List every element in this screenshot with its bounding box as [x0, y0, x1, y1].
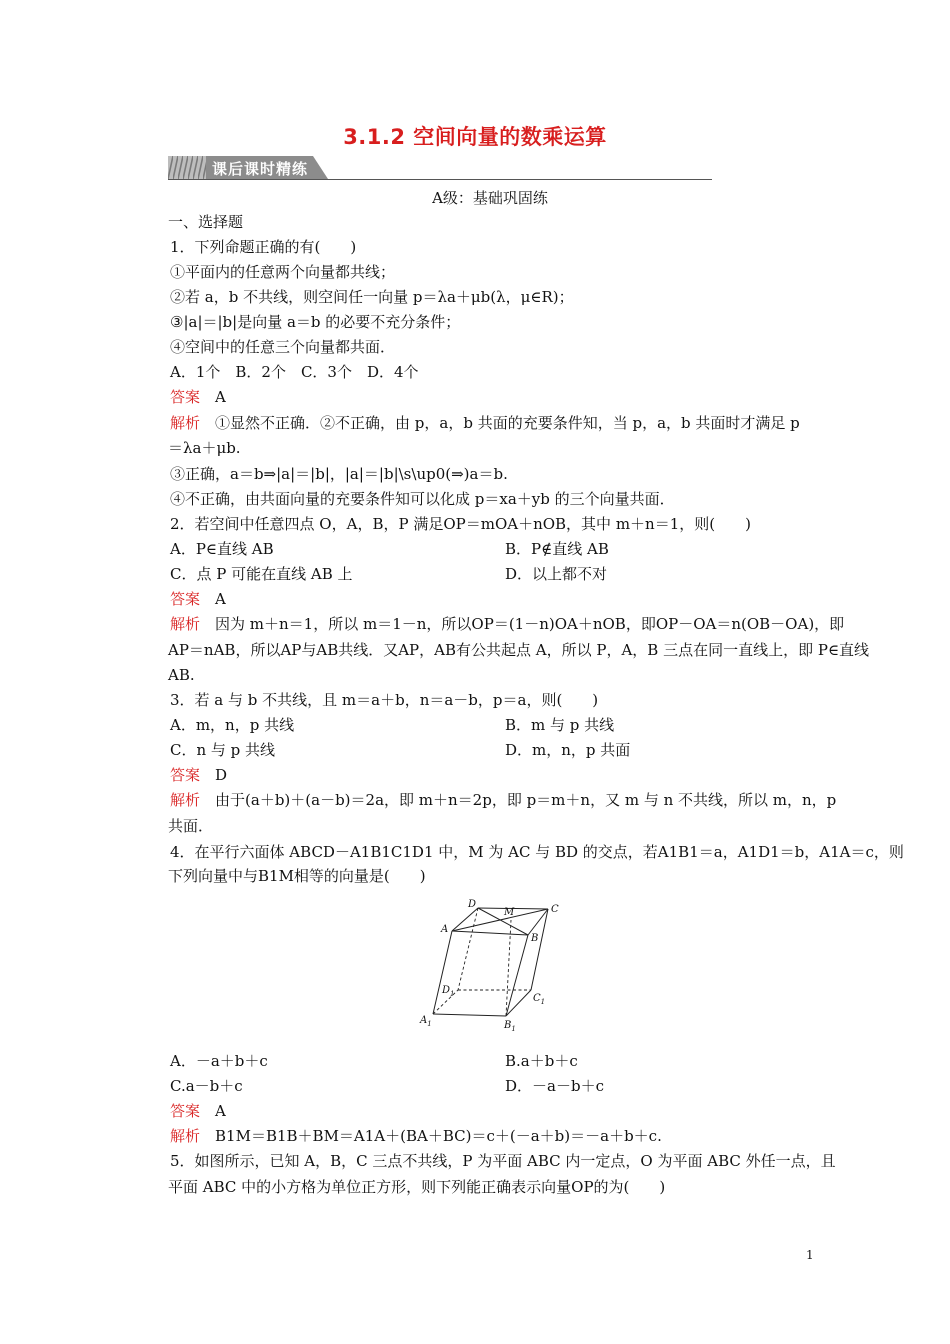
label-m: M: [504, 907, 515, 918]
q4-stem-1: 4．在平行六面体 ABCD－A1B1C1D1 中，M 为 AC 与 BD 的交点，若A1B1＝a，A1D1＝b，A1A＝c，则: [170, 843, 904, 861]
q1-analysis-4: ④不正确，由共面向量的充要条件知可以化成 p＝xa＋yb 的三个向量共面．: [170, 490, 675, 508]
q3-option-b: B．m 与 p 共线: [505, 716, 615, 734]
section-heading: 一、选择题: [168, 213, 244, 231]
q1-statement-4: ④空间中的任意三个向量都共面．: [170, 338, 396, 356]
q2-stem: 2．若空间中任意四点 O，A，B，P 满足OP＝mOA＋nOB，其中 m＋n＝1，则( ): [170, 515, 751, 533]
q2-option-b: B．P∉直线 AB: [505, 540, 609, 558]
q2-analysis-row: [170, 614, 844, 634]
q5-stem-2: 平面 ABC 中的小方格为单位正方形，则下列能正确表示向量OP的为( ): [168, 1178, 666, 1196]
q1-stem: 1．下列命题正确的有( ): [170, 238, 357, 256]
q1-answer: A: [215, 388, 226, 406]
q1-analysis-row: [170, 413, 800, 433]
q2-analysis-3: AB.: [168, 666, 195, 684]
q2-answer: A: [215, 590, 226, 608]
q1-options: A．1个 B．2个 C．3个 D．4个: [170, 363, 419, 381]
analysis-label: 解析: [170, 615, 201, 633]
q2-analysis-2: AP＝nAB，所以AP与AB共线．又AP，AB有公共起点 A，所以 P，A，B 三点在同一直线上，即 P∈直线: [168, 641, 870, 659]
answer-label: 答案: [170, 590, 201, 608]
answer-label: 答案: [170, 388, 201, 406]
q1-statement-1: ①平面内的任意两个向量都共线；: [170, 263, 396, 281]
q1-statement-3: ③|a|＝|b|是向量 a＝b 的必要不充分条件；: [170, 313, 461, 331]
answer-label: 答案: [170, 1102, 201, 1120]
q1-analysis-1: ①显然不正确．②不正确，由 p，a，b 共面的充要条件知，当 p，a，b 共面时才满足 p: [215, 414, 800, 432]
q2-answer-row: [170, 589, 226, 609]
q3-answer: D: [215, 766, 228, 784]
page-title: 3.1.2 空间向量的数乘运算: [343, 125, 607, 149]
q2-option-d: D．以上都不对: [505, 565, 608, 583]
level-heading: A级：基础巩固练: [432, 189, 548, 207]
parallelepiped-figure: [418, 897, 568, 1035]
label-d: D: [468, 899, 477, 910]
q3-analysis-row: [170, 790, 836, 810]
q1-analysis-2: ＝λa＋μb.: [168, 439, 241, 457]
analysis-label: 解析: [170, 414, 201, 432]
q4-stem-2: 下列向量中与B1M相等的向量是( ): [168, 867, 426, 885]
label-c: C: [551, 904, 559, 915]
q2-analysis-1: 因为 m＋n＝1，所以 m＝1－n，所以OP＝(1－n)OA＋nOB，即OP－OA＝n(OB－OA)，即: [215, 615, 845, 633]
answer-label: 答案: [170, 766, 201, 784]
q4-option-c: C.a－b＋c: [170, 1077, 243, 1095]
q4-option-b: B.a＋b＋c: [505, 1052, 578, 1070]
q3-analysis-2: 共面．: [168, 817, 214, 835]
banner-rule: [168, 179, 712, 180]
q4-answer-row: [170, 1101, 226, 1121]
parallelepiped-diagram: [418, 897, 568, 1035]
label-b1: $B_1$: [504, 1020, 516, 1033]
q4-option-a: A．－a＋b＋c: [170, 1052, 268, 1070]
q3-analysis-1: 由于(a＋b)＋(a－b)＝2a，即 m＋n＝2p，即 p＝m＋n，又 m 与 n 不共线，所以 m，n，p: [215, 791, 837, 809]
label-d1: $D_1$: [442, 985, 455, 998]
label-b: B: [531, 933, 539, 944]
section-banner: [168, 156, 712, 180]
q1-statement-2: ②若 a，b 不共线，则空间任一向量 p＝λa＋μb(λ，μ∈R)；: [170, 288, 574, 306]
label-a1: $A_1$: [420, 1015, 432, 1028]
label-a: A: [441, 924, 449, 935]
q3-option-d: D．m，n，p 共面: [505, 741, 631, 759]
q2-option-a: A．P∈直线 AB: [170, 540, 274, 558]
page-number: 1: [806, 1248, 814, 1262]
q4-answer: A: [215, 1102, 226, 1120]
label-c1: $C_1$: [533, 993, 546, 1006]
q5-stem-1: 5．如图所示，已知 A，B，C 三点不共线，P 为平面 ABC 内一定点，O 为平面 ABC 外任一点，且: [170, 1152, 836, 1170]
banner-tab: [168, 156, 328, 179]
q4-option-d: D．－a－b＋c: [505, 1077, 604, 1095]
analysis-label: 解析: [170, 1127, 201, 1145]
q3-answer-row: [170, 765, 227, 785]
analysis-label: 解析: [170, 791, 201, 809]
q2-option-c: C．点 P 可能在直线 AB 上: [170, 565, 353, 583]
q4-analysis-row: [170, 1126, 662, 1146]
banner-text: 课后课时精练: [212, 160, 309, 178]
q3-stem: 3．若 a 与 b 不共线，且 m＝a＋b，n＝a－b，p＝a，则( ): [170, 691, 599, 709]
q1-answer-row: [170, 387, 226, 407]
q1-analysis-3: ③正确，a＝b⇒|a|＝|b|，|a|＝|b|\s\up0(⇒)a＝b.: [170, 465, 508, 483]
q3-option-a: A．m，n，p 共线: [170, 716, 295, 734]
q4-analysis-1: B1M＝B1B＋BM＝A1A＋(BA＋BC)＝c＋(－a＋b)＝－a＋b＋c.: [215, 1127, 662, 1145]
q3-option-c: C．n 与 p 共线: [170, 741, 276, 759]
